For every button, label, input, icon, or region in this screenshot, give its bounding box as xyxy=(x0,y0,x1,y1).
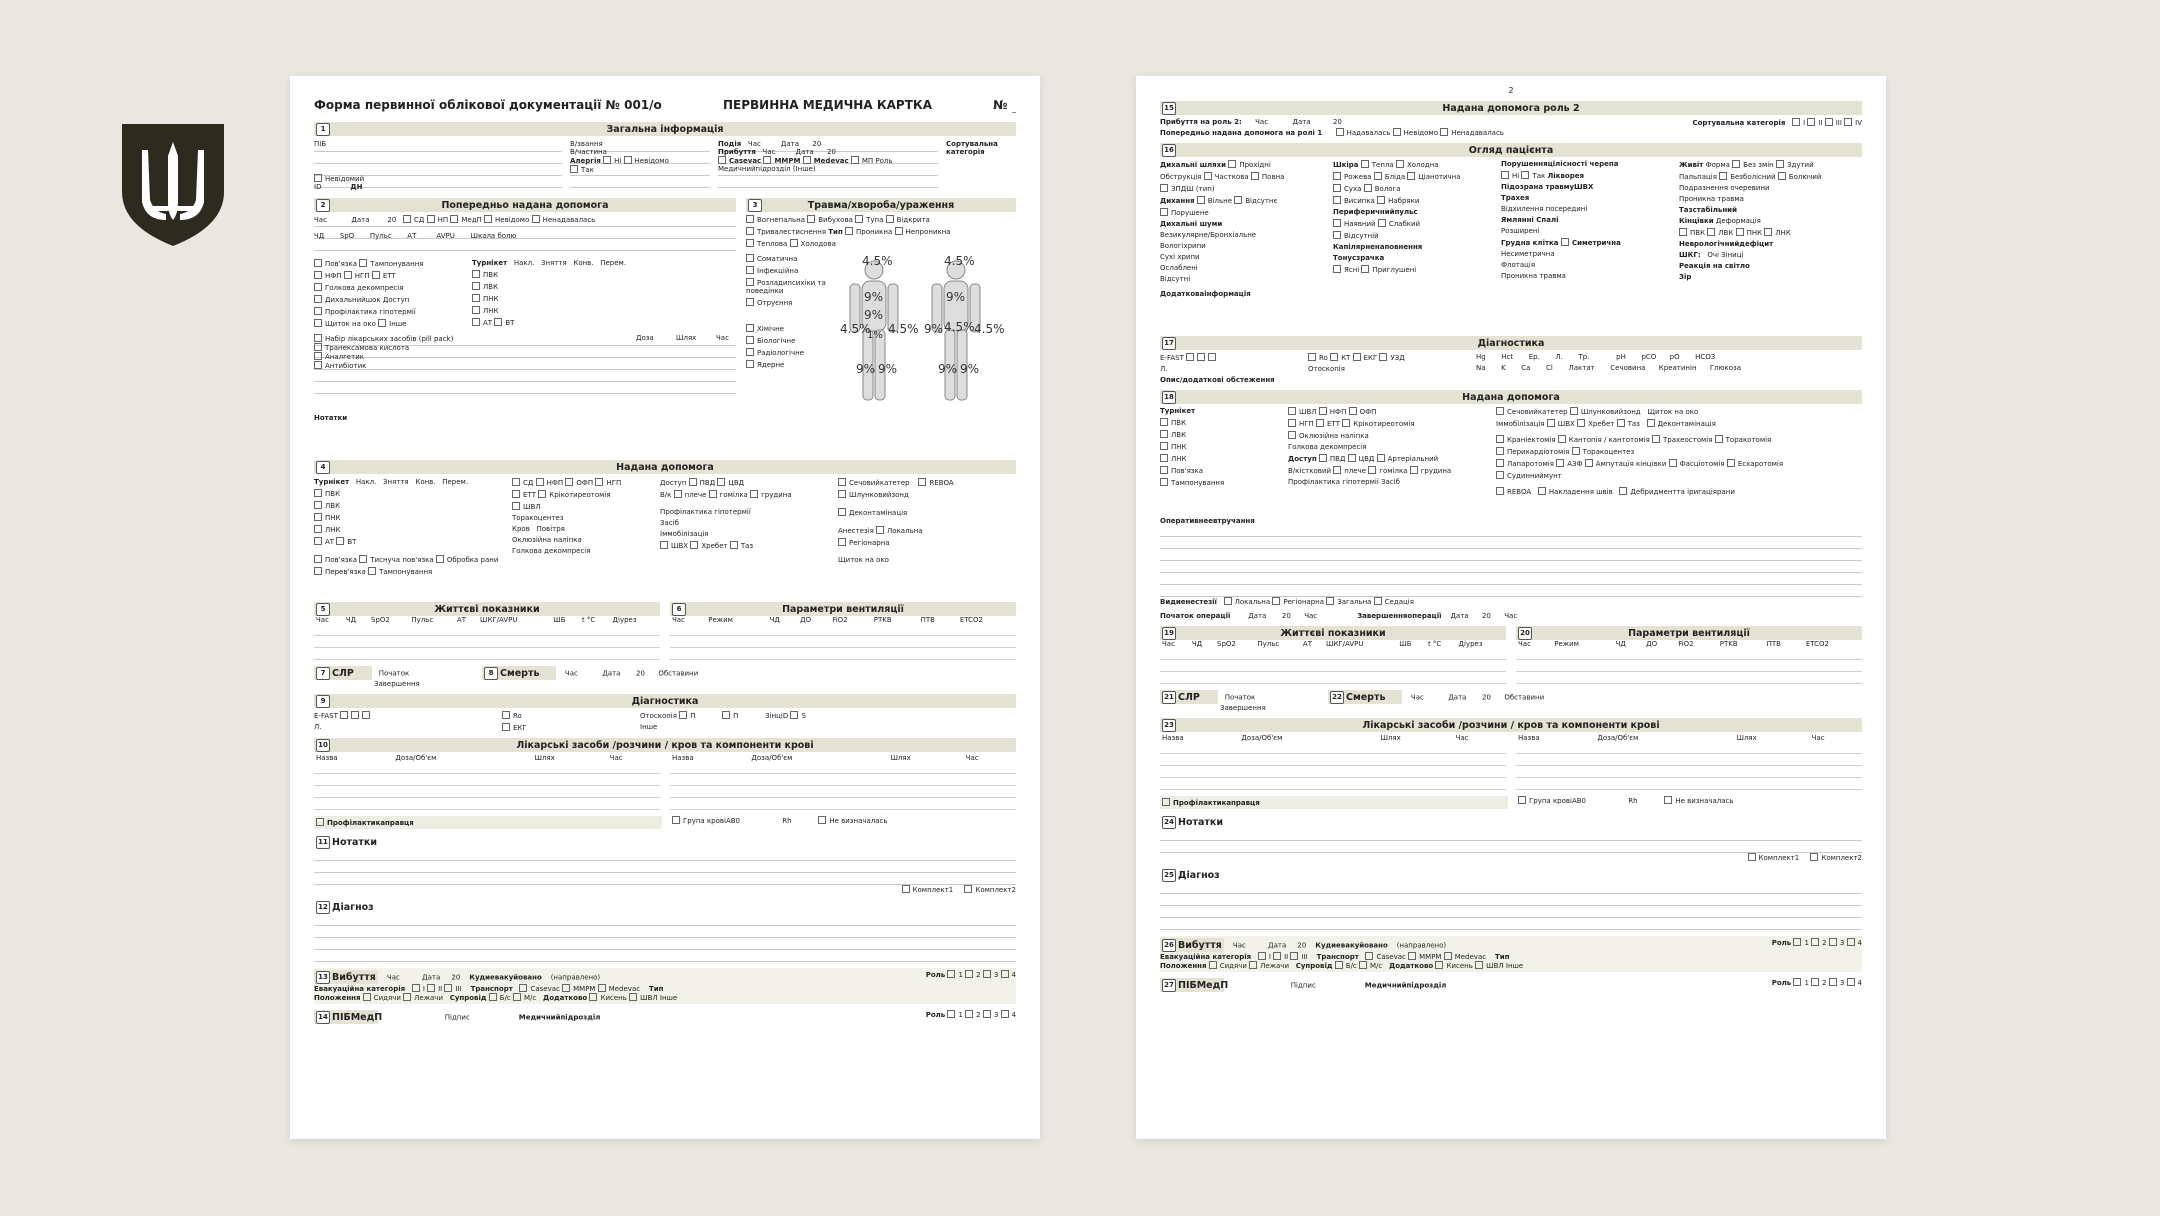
field-id[interactable]: ID xyxy=(314,183,322,191)
section-ventilation-2: 20 Параметри вентиляції Час Режим ЧД ДО FiO2 PTKB ПТВ ETCO2 xyxy=(1516,626,1862,684)
card-number: № xyxy=(993,98,1016,112)
section-role2-care: 15 Надана допомога роль 2 Прибуття на роль 2: Час Дата 20 Сортувальна категорія I II III IV Попередньо надана допомога на ролі 1 Надавалась Невідомо Ненадавалась xyxy=(1160,102,1862,137)
ventilation-table-2[interactable]: Час Режим ЧД ДО FiO2 PTKB ПТВ ETCO2 xyxy=(1516,640,1862,684)
section-general-info: 1 Загальна інформація ПІБ Невідомий ID ДН В/звання В/частина Алергія Ні Невідомо Так Подія Час Дата 20 Прибуття Час Дата 20 Casevac MMPM Medevac МП Роль Медичнийпідрозділ (Інше) Сортувальна категорія xyxy=(314,122,1016,188)
section-prior-care: 2 Попередньо надана допомога Час Дата 20 СД НП МедП Невідомо Ненадавалась ЧД SpO Пульс АТ AVPU Шкала болю Пов'язка Тампонування НФП НГП ЕТТ Голкова декомпресія Дихальнийшок Доступ Профілактика гіпотермії Щиток на око Інше Турнікет Накл. Зняття Конв. Перем. ПВК ЛВК ПНК ЛНК АТ ВТ Набір лікарських засобів (pill pack) Доза Шлях Час Транексамова кислота Аналгетик Антибіотик Нотатки xyxy=(314,198,736,454)
section-diagnostics: 9 Діагностика E-FAST Л. Ro ЕКГ Отоскопія П П ЗінціD S Інше xyxy=(314,694,1016,732)
form-title: Форма первинної облікової документації № 001/о xyxy=(314,98,662,112)
field-unit[interactable]: В/частина xyxy=(570,148,607,156)
section-diagnostics-2: 17 Діагностика E-FAST Л. Ro КТ ЕКГ УЗД Отоскопія Hg Hct Ер. Л. Тр. pH pCO pO HCO3 Na K Ca Cl Лактат Сечовина Креатинін Глюкоза Опис/додаткові обстеження xyxy=(1160,336,1862,384)
section-cpr: 7 СЛР Початок Завершення xyxy=(314,666,474,688)
section-death-2: 22 Смерть Час Дата 20 Обставини xyxy=(1328,690,1862,704)
section-injury: 3 Травма/хвороба/ураження Вогнепальна Вибухова Тупа Відкрита Тривалестиснення Тип Проникна Непроникна Теплова Холодова Соматична Інфекційна Розладипсихіки та поведінки Отруєння Хімічне Біологічне Радіологічне Ядерне 4.5% 9% 9% 4.5% 1% 4.5% 9% 9% 4.5% 9% 4.5% 9% 4.5% 9% 9% xyxy=(746,198,1016,454)
vitals-table-2[interactable]: Час ЧД SpO2 Пульс АТ ШКГ/AVPU ШБ t °C Діурез xyxy=(1160,640,1506,684)
card-page-1 xyxy=(290,76,1040,1139)
section-ventilation: 6 Параметри вентиляції Час Режим ЧД ДО FiO2 PTKB ПТВ ETCO2 xyxy=(670,602,1016,660)
field-pib[interactable]: ПІБ xyxy=(314,140,327,148)
section-diagnosis[interactable]: 12 Діагноз xyxy=(314,900,1016,962)
card-title: ПЕРВИННА МЕДИЧНА КАРТКА xyxy=(722,98,932,112)
section-death: 8 Смерть Час Дата 20 Обставини xyxy=(482,666,1016,680)
section-vitals: 5 Життєві показники Час ЧД SpO2 Пульс АТ ШКГ/AVPU ШБ t °C Діурез xyxy=(314,602,660,660)
section-diagnosis-2[interactable]: 25 Діагноз xyxy=(1160,868,1862,930)
section-medications-2: 23 Лікарські засоби /розчини / кров та компоненти крові Назва Доза/Об'єм Шлях Час Назва Доза/Об'єм Шлях Час Профілактикаправця Група кровіАВ0 Rh Не визначалась xyxy=(1160,718,1862,809)
section-notes-2[interactable]: 24 Нотатки Комплект1 Комплект2 xyxy=(1160,815,1862,862)
triage-category[interactable]: Сортувальна категорія xyxy=(946,140,998,156)
section-care-provided: 4 Надана допомога Турнікет Накл. Зняття Конв. Перем. ПВК ЛВК ПНК ЛНК АТ ВТ Пов'язка Тиснуча пов'язка Обробка рани Перев'язка Тампонування СД НФП ОФП НГП ЕТТ Крікотиреотомія ШВЛ Торакоцентез Кров Повітря Оклюзійна наліпка Голкова декомпресія Доступ ПВД ЦВД В/к плече гомілка грудина Профілактика гіпотермії Засіб Іммобілізація ШВХ Хребет Таз Сечовийкатетер REBOA Шлунковийзонд Деконтамінація Анестезія Локальна Регіонарна Щиток на око xyxy=(314,460,1016,596)
section-medications: 10 Лікарські засоби /розчини / кров та компоненти крові Назва Доза/Об'єм Шлях Час Назва Доза/Об'єм Шлях Час Профілактикаправця Група кровіАВ0 Rh Не визначалась xyxy=(314,738,1016,829)
field-rank[interactable]: В/звання xyxy=(570,140,603,148)
body-diagram[interactable]: 4.5% 9% 9% 4.5% 1% 4.5% 9% 9% 4.5% 9% 4.5% 9% 4.5% 9% 9% xyxy=(834,254,1004,454)
section-medic-signature[interactable]: 14 ПІБМедП Підпис Медичнийпідрозділ Роль 1 2 3 4 xyxy=(314,1010,1016,1024)
section-notes[interactable]: 11 Нотатки Комплект1 Комплект2 xyxy=(314,835,1016,894)
section-discharge: 13 Вибуття Час Дата 20 Кудиевакуйовано (направлено) Роль 1 2 3 4 Евакуаційна категорія I II III Транспорт Casevac MMPM Medevac Тип Положення Сидячи Лежачи Супровід Б/с М/с Додатково Кисень ШВЛ Інше xyxy=(314,968,1016,1004)
ventilation-table[interactable]: Час Режим ЧД ДО FiO2 PTKB ПТВ ETCO2 xyxy=(670,616,1016,660)
section-cpr-2: 21 СЛР Початок Завершення xyxy=(1160,690,1320,712)
vitals-table[interactable]: Час ЧД SpO2 Пульс АТ ШКГ/AVPU ШБ t °C Діурез xyxy=(314,616,660,660)
section-patient-exam: 16 Огляд пацієнта Дихальні шляхи Прохідні Обструкція Часткова Повна ЗПДШ (тип) Дихання Вільне Відсутнє Порушене Дихальні шуми Везикулярне/Бронхіальне Вологіхрипи Сухі хрипи Ослаблені Відсутні Додатковаінформація Шкіра Тепла Холодна Рожева Бліда Ціанотична Суха Волога Висипка Набряки Периферичнийпульс Наявний Слабкий Відсутній Капілярненаповнення Тонусзрачка Ясні Приглушені Порушенняцілісності черепа Ні Так Лікворея Підозрана травмуШВХ Трахея Відхилення посередині Ямлянні Спалі Розширені Грудна клітка Симетрична Несиметрична Флотація Проникна травма Живіт Форма Без змін Здутий Пальпація Безболісний Болючий Подразнення очеревини Проникна травма Тазстабільний Кінцівки Деформація ПВК ЛВК ПНК ЛНК Неврологічнийдефіцит ШКГ: Очі Зіниці Реакція на світло Зір xyxy=(1160,143,1862,330)
section-medic-signature-2[interactable]: 27 ПІБМедП Підпис Медичнийпідрозділ Роль 1 2 3 4 xyxy=(1160,978,1862,992)
card-page-2 xyxy=(1136,76,1886,1139)
page-header xyxy=(314,98,1016,112)
section-care-provided-2: 18 Надана допомога Турнікет ПВК ЛВК ПНК ЛНК Пов'язка Тампонування ШВЛ НФП ОФП НГП ЕТТ Крікотиреотомія Оклюзійна наліпка Голкова декомпресія Доступ ПВД ЦВД Артеріальний В/кістковий плече гомілка грудина Профілактика гіпотермії Засіб Сечовийкатетер Шлунковийзонд Щиток на око Іммобілізація ШВХ Хребет Таз Деконтамінація Краніектомія Кантопія / кантотомія Трахеостомія Торакотомія Перикардіотомія Торакоцентез Лапаротомія АЗФ Ампутація кінцівки Фасціотомія Есхаротомія Судинниймунт REBOA Накладення швів Дебридментта іригаціярани Оперативнеевтручання Видиенестезії Локальна Регіонарна Загальна Седація Початок операції Дата 20 Час Завершенняоперації Дата 20 Час xyxy=(1160,390,1862,620)
page-number: 2 xyxy=(1508,86,1514,95)
trident-emblem-icon xyxy=(118,122,228,248)
section-discharge-2: 26 Вибуття Час Дата 20 Кудиевакуйовано (направлено) Роль 1 2 3 4 Евакуаційна категорія I II III Транспорт Casevac MMPM Medevac Тип Положення Сидячи Лежачи Супровід Б/с М/с Додатково Кисень ШВЛ Інше xyxy=(1160,936,1862,972)
section-vitals-2: 19 Життєві показники Час ЧД SpO2 Пульс АТ ШКГ/AVPU ШБ t °C Діурез xyxy=(1160,626,1506,684)
